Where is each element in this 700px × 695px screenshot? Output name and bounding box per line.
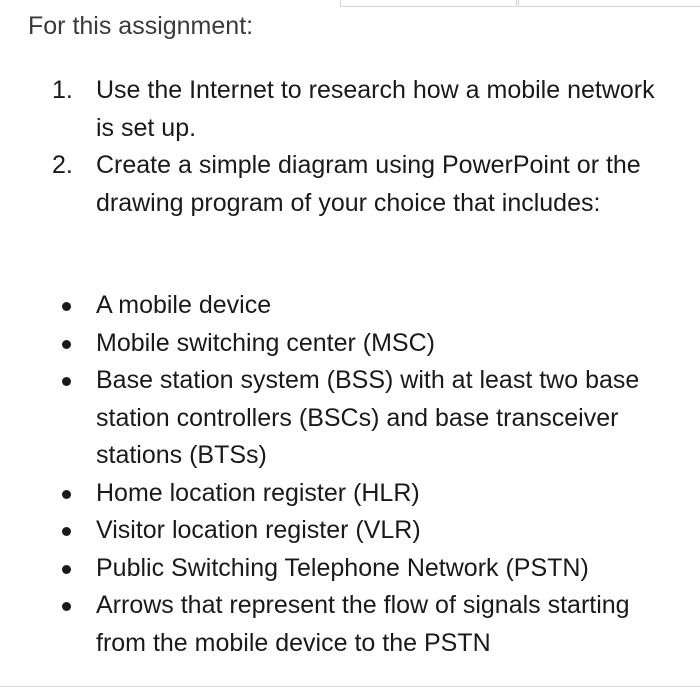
step-text: Create a simple diagram using PowerPoint or the drawing program of your choice that includes: bbox=[96, 151, 641, 217]
bullet-icon bbox=[62, 377, 71, 386]
list-item bbox=[0, 550, 656, 588]
bullet-icon bbox=[62, 490, 71, 499]
list-item-text: A mobile device bbox=[96, 291, 272, 319]
bullet-icon bbox=[62, 302, 71, 311]
list-item-text: Home location register (HLR) bbox=[96, 478, 420, 507]
step-item bbox=[0, 147, 656, 222]
steps-list bbox=[0, 72, 656, 222]
list-item bbox=[0, 287, 656, 325]
step-number: 2. bbox=[52, 151, 73, 179]
list-item bbox=[0, 325, 656, 363]
bullet-icon bbox=[62, 340, 71, 349]
bottom-divider bbox=[0, 686, 700, 687]
list-item bbox=[0, 362, 656, 475]
list-item-text: Public Switching Telephone Network (PSTN) bbox=[96, 553, 589, 582]
list-item bbox=[0, 512, 656, 550]
list-item-text: Visitor location register (VLR) bbox=[96, 516, 421, 544]
list-item-text: Mobile switching center (MSC) bbox=[96, 328, 435, 357]
bullet-icon bbox=[62, 565, 71, 574]
list-item-text: Arrows that represent the flow of signals starting from the mobile device to the PSTN bbox=[96, 591, 630, 657]
requirements-list bbox=[0, 287, 656, 662]
top-frame-right bbox=[518, 0, 700, 7]
assignment-heading: For this assignment: bbox=[28, 12, 254, 40]
list-item bbox=[0, 475, 656, 513]
top-frame-left bbox=[340, 0, 517, 7]
list-item bbox=[0, 587, 656, 662]
step-item bbox=[0, 72, 656, 147]
bullet-icon bbox=[62, 527, 71, 536]
bullet-icon bbox=[62, 602, 71, 611]
list-item-text: Base station system (BSS) with at least two base station controllers (BSCs) and base transceiver stations (BTSs) bbox=[96, 366, 640, 469]
step-text: Use the Internet to research how a mobile network is set up. bbox=[96, 76, 655, 142]
step-number: 1. bbox=[52, 76, 73, 104]
